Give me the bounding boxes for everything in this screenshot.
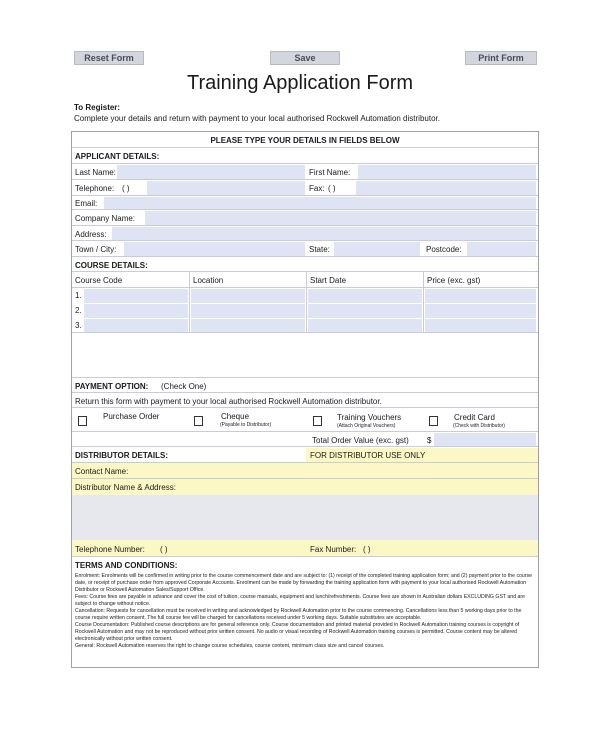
total-row bbox=[72, 432, 538, 447]
address-field[interactable] bbox=[112, 227, 536, 240]
payment-check-one: (Check One) bbox=[161, 382, 207, 391]
distributor-telephone-label: Telephone Number: bbox=[75, 545, 145, 554]
terms-heading: TERMS AND CONDITIONS: bbox=[75, 561, 178, 570]
state-label: State: bbox=[309, 245, 330, 254]
distributor-address-area[interactable] bbox=[72, 495, 538, 540]
course-col-start-date: Start Date bbox=[310, 276, 347, 285]
payment-heading: PAYMENT OPTION: bbox=[75, 382, 149, 391]
register-instructions: Complete your details and return with payment to your local authorised Rockwell Automation distributor. bbox=[74, 114, 440, 123]
terms-general: General: Rockwell Automation reserves the right to change course schedules, course content, minimum class size and cancel courses. bbox=[75, 643, 385, 649]
last-name-label: Last Name: bbox=[75, 168, 116, 177]
total-label: Total Order Value (exc. gst) bbox=[312, 436, 409, 445]
cheque-checkbox[interactable] bbox=[194, 416, 203, 426]
course-header-row bbox=[72, 272, 538, 288]
distributor-heading-row bbox=[72, 447, 538, 463]
postcode-field[interactable] bbox=[467, 242, 536, 256]
telephone-label: Telephone: bbox=[75, 184, 115, 193]
location-field-3[interactable] bbox=[191, 319, 305, 332]
payment-heading-row bbox=[72, 378, 538, 393]
course-notes-area bbox=[72, 333, 538, 378]
save-button[interactable]: Save bbox=[270, 51, 340, 65]
form-banner: PLEASE TYPE YOUR DETAILS IN FIELDS BELOW bbox=[210, 136, 400, 145]
town-row bbox=[72, 241, 538, 257]
last-name-field[interactable] bbox=[117, 165, 305, 179]
company-label: Company Name: bbox=[75, 214, 136, 223]
course-col-code: Course Code bbox=[75, 276, 123, 285]
first-name-field[interactable] bbox=[358, 165, 536, 179]
course-row-number: 1. bbox=[75, 291, 82, 300]
address-row bbox=[72, 226, 538, 241]
contact-row bbox=[72, 463, 538, 479]
training-vouchers-label: Training Vouchers bbox=[337, 413, 402, 422]
distributor-telephone-area-code: ( ) bbox=[160, 545, 168, 554]
distributor-name-label: Distributor Name & Address: bbox=[75, 483, 176, 492]
course-row-number: 2. bbox=[75, 306, 82, 315]
town-field[interactable] bbox=[124, 242, 305, 256]
credit-card-label: Credit Card bbox=[454, 413, 495, 422]
company-field[interactable] bbox=[145, 211, 536, 225]
course-row-1 bbox=[72, 288, 538, 303]
terms-heading-row bbox=[72, 557, 538, 572]
start-date-field-2[interactable] bbox=[308, 304, 422, 318]
form-banner-row bbox=[72, 132, 538, 148]
telephone-field[interactable] bbox=[147, 181, 305, 195]
page-title: Training Application Form bbox=[186, 72, 414, 94]
purchase-order-checkbox[interactable] bbox=[78, 416, 87, 426]
print-form-button[interactable]: Print Form bbox=[465, 51, 537, 65]
total-field[interactable] bbox=[434, 433, 536, 446]
terms-fees: Fees: Course fees are payable in advance and cover the cost of tuition, course manuals, equipment and lunch/refreshments. Course fees are shown in Australian dollars EXCLUDING GST and are subject to change without notice. bbox=[75, 594, 526, 607]
credit-card-sublabel: (Check with Distributor) bbox=[453, 423, 505, 429]
first-name-label: First Name: bbox=[309, 168, 351, 177]
name-row bbox=[72, 164, 538, 180]
cheque-sublabel: (Payable to Distributor) bbox=[220, 422, 272, 428]
course-code-field-2[interactable] bbox=[84, 304, 188, 318]
total-currency: $ bbox=[427, 436, 432, 445]
town-label: Town / City: bbox=[75, 245, 117, 254]
course-col-price: Price (exc. gst) bbox=[427, 276, 481, 285]
contact-name-label: Contact Name: bbox=[75, 467, 129, 476]
training-vouchers-checkbox[interactable] bbox=[313, 416, 322, 426]
distributor-fax-label: Fax Number: bbox=[310, 545, 357, 554]
register-heading: To Register: bbox=[74, 103, 121, 112]
price-field-1[interactable] bbox=[425, 289, 536, 303]
terms-enrolment: Enrolment: Enrolments will be confirmed in writing prior to the course commencement date and are subject to: (1) receipt of the completed training application form; and (2) payment prior to the course date, or receipt of purchase order from approved Corporate Accounts. Enrolment can be made by forwarding the training application form with payment to your local authorised Rockwell Automation Distributor or Rockwell Automation Sales/Support Office. bbox=[75, 573, 533, 593]
email-row bbox=[72, 196, 538, 210]
distributor-phone-row bbox=[72, 540, 538, 557]
payment-instruction-row bbox=[72, 393, 538, 408]
course-code-field-1[interactable] bbox=[84, 289, 188, 303]
application-form bbox=[71, 131, 539, 668]
cheque-label: Cheque bbox=[221, 412, 250, 421]
location-field-2[interactable] bbox=[191, 304, 305, 318]
terms-cancellation: Cancellation: Requests for cancellation must be received in writing and acknowledged by Rockwell Automation prior to the course commencing. Cancellations less than 5 working days prior to the course require written consent. The full course fee will be charged for cancellations received under 5 working days. Suitable substitutes are acceptable. bbox=[75, 608, 522, 621]
start-date-field-1[interactable] bbox=[308, 289, 422, 303]
distributor-use-only: FOR DISTRIBUTOR USE ONLY bbox=[310, 451, 426, 460]
training-vouchers-sublabel: (Attach Original Vouchers) bbox=[337, 423, 396, 429]
course-col-location: Location bbox=[193, 276, 224, 285]
course-heading: COURSE DETAILS: bbox=[75, 261, 148, 270]
course-row-2 bbox=[72, 303, 538, 318]
location-field-1[interactable] bbox=[191, 289, 305, 303]
course-code-field-3[interactable] bbox=[84, 319, 188, 332]
postcode-label: Postcode: bbox=[426, 245, 462, 254]
applicant-heading-row bbox=[72, 148, 538, 164]
start-date-field-3[interactable] bbox=[308, 319, 422, 332]
telephone-area-code: ( ) bbox=[122, 184, 130, 193]
credit-card-checkbox[interactable] bbox=[429, 416, 438, 426]
price-field-2[interactable] bbox=[425, 304, 536, 318]
payment-instruction: Return this form with payment to your local authorised Rockwell Automation distributor. bbox=[75, 397, 382, 406]
fax-area-code: ( ) bbox=[328, 184, 336, 193]
fax-field[interactable] bbox=[356, 181, 536, 195]
payment-options-row bbox=[72, 408, 538, 432]
course-row-number: 3. bbox=[75, 321, 82, 330]
applicant-heading: APPLICANT DETAILS: bbox=[75, 152, 160, 161]
phone-row bbox=[72, 180, 538, 196]
terms-body bbox=[75, 573, 535, 650]
price-field-3[interactable] bbox=[425, 319, 536, 332]
address-label: Address: bbox=[75, 230, 107, 239]
email-field[interactable] bbox=[104, 197, 536, 209]
state-field[interactable] bbox=[334, 242, 420, 256]
company-row bbox=[72, 210, 538, 226]
fax-label: Fax: bbox=[309, 184, 325, 193]
distributor-name-row bbox=[72, 479, 538, 495]
reset-form-button[interactable]: Reset Form bbox=[74, 51, 144, 65]
purchase-order-label: Purchase Order bbox=[103, 412, 160, 421]
email-label: Email: bbox=[75, 199, 98, 208]
distributor-heading: DISTRIBUTOR DETAILS: bbox=[75, 451, 169, 460]
course-heading-row bbox=[72, 257, 538, 272]
distributor-fax-area-code: ( ) bbox=[363, 545, 371, 554]
course-row-3 bbox=[72, 318, 538, 333]
terms-documentation: Course Documentation: Published course descriptions are for general reference only. Course documentation and printed material provided in Rockwell Automation training courses is copyright of Rockwell Automation and may not be reproduced without prior written consent. No audio or visual recording of Rockwell Automation training courses is permitted. Course content may be altered electronically without prior written consent. bbox=[75, 622, 520, 642]
